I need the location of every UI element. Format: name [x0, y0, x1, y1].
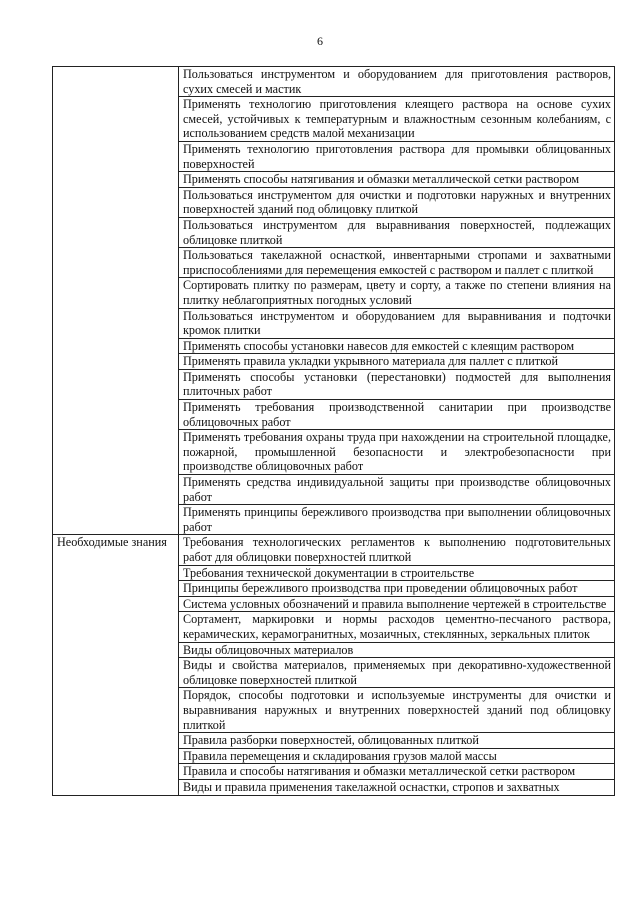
skill-item: Применять требования охраны труда при нахождении на строительной площадке, пожарной, промышленной безопасности и электробезопасности при производстве облицовочных работ — [179, 430, 615, 475]
skill-item: Пользоваться инструментом и оборудованием для выравнивания и подточки кромок плитки — [179, 308, 615, 338]
page-number: 6 — [317, 34, 323, 48]
knowledge-item: Правила и способы натягивания и обмазки металлической сетки раствором — [179, 764, 615, 780]
skill-row — [53, 67, 615, 97]
knowledge-item: Правила разборки поверхностей, облицованных плиткой — [179, 733, 615, 749]
skill-item: Применять способы установки (перестановки) подмостей для выполнения плиточных работ — [179, 369, 615, 399]
skill-item: Пользоваться такелажной оснасткой, инвентарными стропами и захватными приспособлениями для перемещения емкостей с раствором и паллет с плиткой — [179, 248, 615, 278]
skill-label — [53, 67, 179, 535]
skill-item: Применять технологию приготовления клеящего раствора на основе сухих смесей, устойчивых к температурным и влажностным сезонным колебаниям, с использованием средств малой механизации — [179, 97, 615, 142]
knowledge-item: Система условных обозначений и правила выполнение чертежей в строительстве — [179, 596, 615, 612]
skill-item: Применять требования производственной санитарии при производстве облицовочных работ — [179, 400, 615, 430]
knowledge-item: Требования технологических регламентов к выполнению подготовительных работ для облицовки поверхностей плиткой — [179, 535, 615, 565]
skill-item: Пользоваться инструментом и оборудованием для приготовления растворов, сухих смесей и мастик — [179, 67, 615, 97]
knowledge-item: Виды и свойства материалов, применяемых при декоративно-художественной облицовке поверхностей плиткой — [179, 658, 615, 688]
knowledge-item: Требования технической документации в строительстве — [179, 565, 615, 581]
skill-item: Сортировать плитку по размерам, цвету и сорту, а также по степени влияния на плитку неблагоприятных погодных условий — [179, 278, 615, 308]
knowledge-item: Виды облицовочных материалов — [179, 642, 615, 658]
skill-item: Применять правила укладки укрывного материала для паллет с плиткой — [179, 354, 615, 370]
skill-item: Пользоваться инструментом для очистки и подготовки наружных и внутренних поверхностей зданий под облицовку плиткой — [179, 187, 615, 217]
skill-item: Применять технологию приготовления раствора для промывки облицованных поверхностей — [179, 141, 615, 171]
skill-item: Применять средства индивидуальной защиты при производстве облицовочных работ — [179, 475, 615, 505]
knowledge-item: Виды и правила применения такелажной оснастки, стропов и захватных — [179, 779, 615, 795]
skill-item: Применять способы натягивания и обмазки металлической сетки раствором — [179, 172, 615, 188]
knowledge-item: Сортамент, маркировки и нормы расходов цементно-песчаного раствора, керамических, керамогранитных, мозаичных, стеклянных, зеркальных плиток — [179, 612, 615, 642]
knowledge-row — [53, 535, 615, 565]
skill-item: Пользоваться инструментом для выравнивания поверхностей, подлежащих облицовке плиткой — [179, 217, 615, 247]
skill-item: Применять принципы бережливого производства при выполнении облицовочных работ — [179, 505, 615, 535]
knowledge-label: Необходимые знания — [53, 535, 179, 795]
competency-table — [52, 66, 615, 796]
skill-item: Применять способы установки навесов для емкостей с клеящим раствором — [179, 338, 615, 354]
knowledge-item: Правила перемещения и складирования грузов малой массы — [179, 748, 615, 764]
knowledge-item: Принципы бережливого производства при проведении облицовочных работ — [179, 581, 615, 597]
knowledge-item: Порядок, способы подготовки и используемые инструменты для очистки и выравнивания наружных и внутренних поверхностей зданий под облицовку плиткой — [179, 688, 615, 733]
